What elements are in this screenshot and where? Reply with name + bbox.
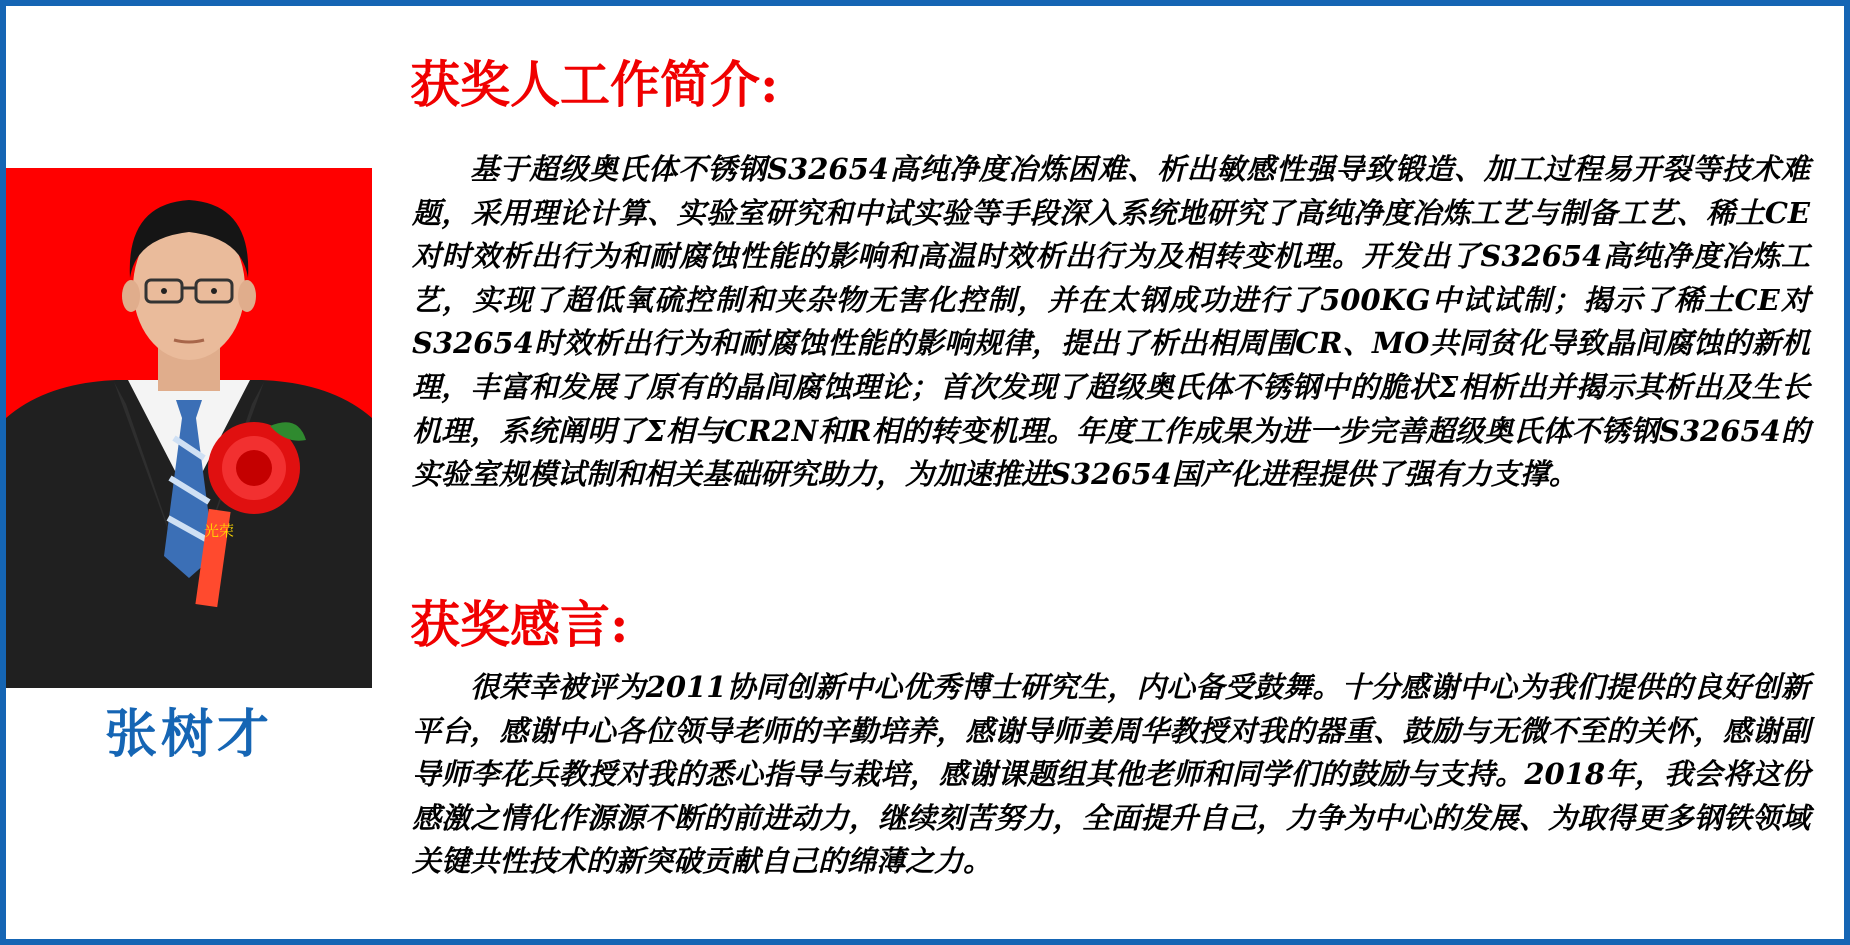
awardee-name: 张树才 (104, 704, 273, 765)
awardee-photo (6, 168, 372, 688)
section-heading-acceptance-speech: 获奖感言: (410, 595, 629, 654)
work-summary-paragraph: 基于超级奥氏体不锈钢S32654高纯净度冶炼困难、析出敏感性强导致锻造、加工过程易开裂等技术难题，采用理论计算、实验室研究和中试实验等手段深入系统地研究了高纯净度冶炼工艺与制备工艺、稀土CE对时效析出行为和耐腐蚀性能的影响和高温时效析出行为及相转变机理。开发出了S32654高纯净度冶炼工艺，实现了超低氧硫控制和夹杂物无害化控制，并在太钢成功进行了500KG中试试制；揭示了稀土CE对S32654时效析出行为和耐腐蚀性能的影响规律，提出了析出相周围CR、MO共同贫化导致晶间腐蚀的新机理，丰富和发展了原有的晶间腐蚀理论；首次发现了超级奥氏体不锈钢中的脆状Σ相析出并揭示其析出及生长机理，系统阐明了Σ相与CR2N和R相的转变机理。年度工作成果为进一步完善超级奥氏体不锈钢S32654的实验室规模试制和相关基础研究助力，为加速推进S32654国产化进程提供了强有力支撑。 (412, 152, 1810, 492)
acceptance-speech-paragraph: 很荣幸被评为2011协同创新中心优秀博士研究生，内心备受鼓舞。十分感谢中心为我们提供的良好创新平台，感谢中心各位领导老师的辛勤培养，感谢导师姜周华教授对我的器重、鼓励与无微不至的关怀，感谢副导师李花兵教授对我的悉心指导与栽培，感谢课题组其他老师和同学们的鼓励与支持。2018年，我会将这份感激之情化作源源不断的前进动力，继续刻苦努力，全面提升自己，力争为中心的发展、为取得更多钢铁领域关键共性技术的新突破贡献自己的绵薄之力。 (412, 670, 1810, 879)
ribbon-badge-text: 光荣 (204, 522, 235, 540)
section-heading-work-summary: 获奖人工作简介: (410, 55, 779, 114)
